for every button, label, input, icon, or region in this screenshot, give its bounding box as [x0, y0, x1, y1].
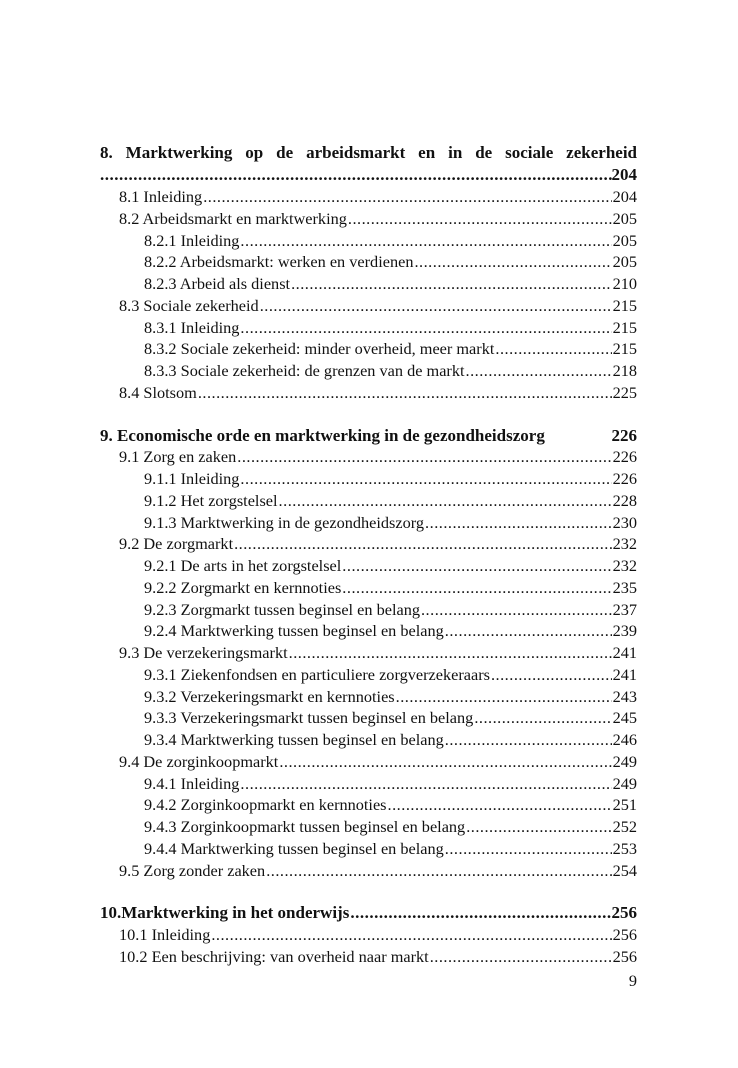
toc-entry[interactable] [100, 360, 637, 382]
dot-leader [414, 251, 611, 273]
toc-entry[interactable] [100, 555, 637, 577]
toc-entry[interactable] [100, 707, 637, 729]
toc-entry-page: 251 [612, 795, 637, 815]
toc-entry-page: 239 [612, 621, 637, 641]
dot-leader [289, 642, 612, 664]
toc-entry-page: 241 [612, 643, 637, 662]
dot-leader [266, 860, 611, 882]
toc-entry-page: 215 [612, 339, 637, 359]
dot-leader [495, 338, 611, 360]
toc-entry-title: 8.2.1 Inleiding [144, 230, 240, 250]
toc-entry-page: 243 [612, 686, 637, 706]
chapter-9-title: 9. Economische orde en marktwerking in de gezondheidszorg [100, 425, 545, 445]
chapter-10-title: 10.Marktwerking in het onderwijs [100, 903, 350, 923]
toc-entry[interactable] [100, 599, 637, 621]
toc-entry-title: 9.2.3 Zorgmarkt tussen beginsel en belang [144, 599, 420, 619]
toc-entry-page: 235 [612, 577, 637, 597]
toc-entry[interactable] [100, 468, 637, 490]
chapter-8-title: 8. Marktwerking op de arbeidsmarkt en in de sociale zekerheid [100, 143, 637, 162]
toc-entry-page: 253 [612, 838, 637, 858]
toc-entry[interactable] [100, 838, 637, 860]
toc-entry-page: 210 [612, 274, 637, 293]
toc-entry-page: 249 [612, 751, 637, 771]
chapter-8-page: 204 [611, 165, 637, 184]
toc-entry-page: 215 [612, 317, 637, 337]
toc-entry[interactable] [100, 490, 637, 512]
toc-entry[interactable] [100, 512, 637, 534]
chapter-8-entries [100, 186, 637, 404]
dot-leader [396, 686, 612, 708]
dot-leader [491, 664, 612, 686]
toc-entry-page: 237 [612, 599, 637, 619]
toc-entry[interactable] [100, 664, 637, 686]
dot-leader [342, 577, 611, 599]
toc-entry-title: 9.3.4 Marktwerking tussen beginsel en belang [144, 730, 444, 749]
dot-leader [234, 533, 611, 555]
toc-entry-page: 205 [612, 208, 637, 228]
toc-entry-title: 9.4.3 Zorginkoopmarkt tussen beginsel en belang [144, 817, 466, 836]
toc-entry-page: 256 [612, 946, 637, 966]
toc-entry-title: 9.4 De zorginkoopmarkt [119, 751, 279, 771]
toc-entry[interactable] [100, 751, 637, 773]
toc-entry-title: 9.3.3 Verzekeringsmarkt tussen beginsel en belang [144, 708, 474, 728]
chapter-10-entries [100, 924, 637, 968]
chapter-9-heading[interactable] [100, 425, 637, 447]
toc-entry[interactable] [100, 230, 637, 252]
toc-entry-title: 9.4.1 Inleiding [144, 773, 240, 793]
toc-entry-page: 241 [612, 664, 637, 684]
toc-entry-page: 228 [612, 490, 637, 510]
toc-entry-title: 8.2.3 Arbeid als dienst [144, 274, 291, 293]
chapter-10-page: 256 [611, 903, 637, 923]
toc-entry-title: 9.3.1 Ziekenfondsen en particuliere zorgverzekeraars [144, 664, 490, 684]
toc-entry-page: 254 [612, 860, 637, 880]
dot-leader [466, 816, 611, 838]
toc-entry[interactable] [100, 446, 637, 468]
dot-leader [260, 295, 612, 317]
toc-entry-page: 225 [612, 382, 637, 402]
dot-leader [240, 468, 611, 490]
dot-leader [421, 599, 612, 621]
dot-leader [279, 490, 612, 512]
toc-entry-title: 8.1 Inleiding [119, 187, 203, 206]
toc-entry[interactable] [100, 860, 637, 882]
toc-entry-page: 232 [612, 534, 637, 554]
toc-entry-page: 204 [612, 187, 637, 206]
toc-entry-page: 232 [612, 556, 637, 575]
toc-entry-page: 249 [612, 773, 637, 793]
toc-entry-title: 9.5 Zorg zonder zaken [119, 860, 266, 880]
toc-entry-title: 8.2 Arbeidsmarkt en marktwerking [119, 208, 347, 228]
dot-leader [279, 751, 611, 773]
toc-entry-title: 8.3.2 Sociale zekerheid: minder overheid, meer markt [144, 339, 495, 359]
toc-entry-page: 245 [612, 708, 637, 728]
dot-leader [203, 186, 611, 208]
toc-entry-title: 9.4.2 Zorginkoopmarkt en kernnoties [144, 795, 387, 815]
toc-entry-title: 8.4 Slotsom [119, 382, 197, 402]
toc-entry[interactable] [100, 273, 637, 295]
toc-entry-title: 9.2.1 De arts in het zorgstelsel [144, 556, 342, 575]
toc-entry[interactable] [100, 686, 637, 708]
toc-entry-page: 226 [612, 447, 637, 467]
chapter-9-entries [100, 446, 637, 881]
toc-entry[interactable] [100, 577, 637, 599]
toc-entry-title: 9.2.2 Zorgmarkt en kernnoties [144, 577, 342, 597]
toc-entry-title: 10.1 Inleiding [119, 925, 211, 944]
toc-entry-title: 9.1.3 Marktwerking in de gezondheidszorg [144, 512, 425, 532]
toc-entry-page: 205 [612, 252, 637, 272]
chapter-8-heading[interactable] [100, 142, 637, 186]
toc-entry-page: 205 [612, 230, 637, 250]
dot-leader [240, 317, 611, 339]
toc-entry-title: 9.3.2 Verzekeringsmarkt en kernnoties [144, 686, 395, 706]
dot-leader [474, 707, 611, 729]
dot-leader [198, 382, 612, 404]
chapter-8-leader-line [100, 164, 637, 186]
toc-entry[interactable] [100, 208, 637, 230]
toc-entry[interactable] [100, 924, 637, 946]
toc-entry-title: 9.1.1 Inleiding [144, 469, 240, 488]
dot-leader [291, 273, 612, 295]
dot-leader [237, 446, 611, 468]
dot-leader [388, 794, 612, 816]
dot-leader [466, 360, 612, 382]
toc-entry[interactable] [100, 186, 637, 208]
toc-entry-title: 8.3.1 Inleiding [144, 317, 240, 337]
toc-entry-title: 9.2.4 Marktwerking tussen beginsel en belang [144, 621, 444, 641]
toc-entry[interactable] [100, 620, 637, 642]
dot-leader [348, 208, 612, 230]
toc-entry[interactable] [100, 773, 637, 795]
dot-leader [240, 773, 611, 795]
chapter-10-heading[interactable] [100, 902, 637, 924]
dot-leader [100, 164, 612, 186]
dot-leader [211, 924, 611, 946]
toc-entry-title: 8.3 Sociale zekerheid [119, 295, 259, 315]
toc-entry-page: 252 [612, 817, 637, 836]
toc-entry[interactable] [100, 729, 637, 751]
toc-entry-page: 230 [612, 512, 637, 532]
dot-leader [342, 555, 611, 577]
toc-entry-title: 8.2.2 Arbeidsmarkt: werken en verdienen [144, 252, 414, 272]
dot-leader [445, 838, 612, 860]
dot-leader [445, 729, 612, 751]
toc-entry-title: 8.3.3 Sociale zekerheid: de grenzen van de markt [144, 361, 465, 380]
toc-entry[interactable] [100, 317, 637, 339]
toc-entry[interactable] [100, 338, 637, 360]
toc-entry[interactable] [100, 251, 637, 273]
dot-leader [430, 946, 612, 968]
toc-entry-page: 246 [612, 730, 637, 749]
toc-entry[interactable] [100, 295, 637, 317]
toc-entry-page: 256 [612, 925, 637, 944]
toc-entry-page: 215 [612, 295, 637, 315]
toc-entry[interactable] [100, 816, 637, 838]
dot-leader [425, 512, 612, 534]
toc-entry-title: 9.1.2 Het zorgstelsel [144, 490, 278, 510]
table-of-contents [100, 142, 637, 968]
chapter-9-page: 226 [611, 425, 637, 445]
toc-entry[interactable] [100, 533, 637, 555]
toc-entry[interactable] [100, 946, 637, 968]
toc-entry-page: 218 [612, 361, 637, 380]
toc-entry-page: 226 [612, 469, 637, 488]
dot-leader [445, 620, 612, 642]
dot-leader [240, 230, 611, 252]
toc-entry-title: 9.1 Zorg en zaken [119, 447, 237, 467]
toc-entry-title: 10.2 Een beschrijving: van overheid naar markt [119, 946, 429, 966]
toc-entry-title: 9.3 De verzekeringsmarkt [119, 643, 288, 662]
toc-entry[interactable] [100, 794, 637, 816]
page-number: 9 [628, 971, 637, 990]
toc-entry[interactable] [100, 642, 637, 664]
toc-entry-title: 9.4.4 Marktwerking tussen beginsel en belang [144, 838, 444, 858]
toc-entry-title: 9.2 De zorgmarkt [119, 534, 234, 554]
toc-entry[interactable] [100, 382, 637, 404]
dot-leader [350, 902, 610, 924]
